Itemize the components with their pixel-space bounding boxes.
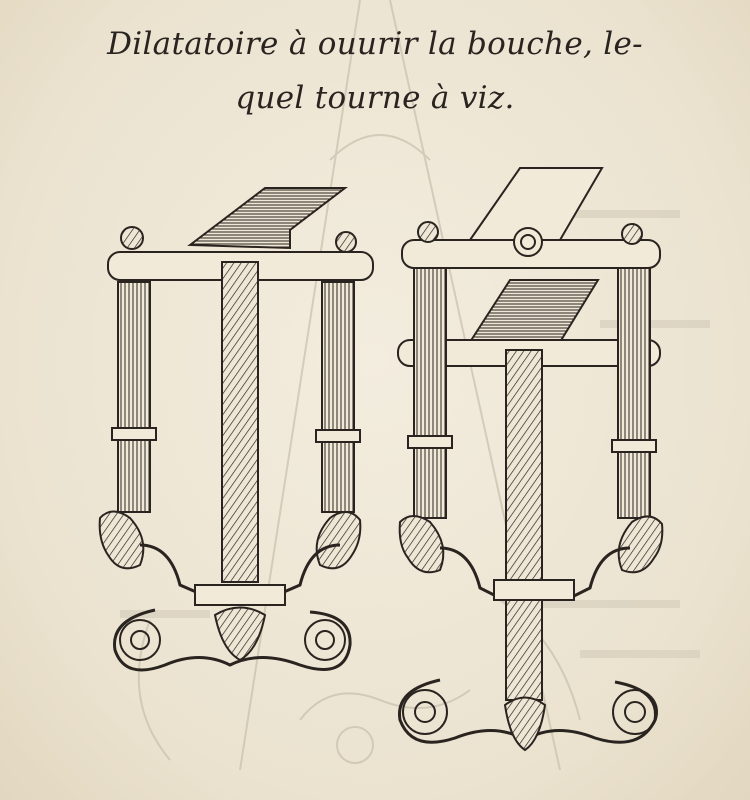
caption-line-2: quel tourne à viz. (235, 80, 515, 116)
dilator-open (398, 168, 662, 750)
caption-line-1: Dilatatoire à ouurir la bouche, le- (107, 26, 643, 62)
dilator-closed (100, 188, 373, 670)
